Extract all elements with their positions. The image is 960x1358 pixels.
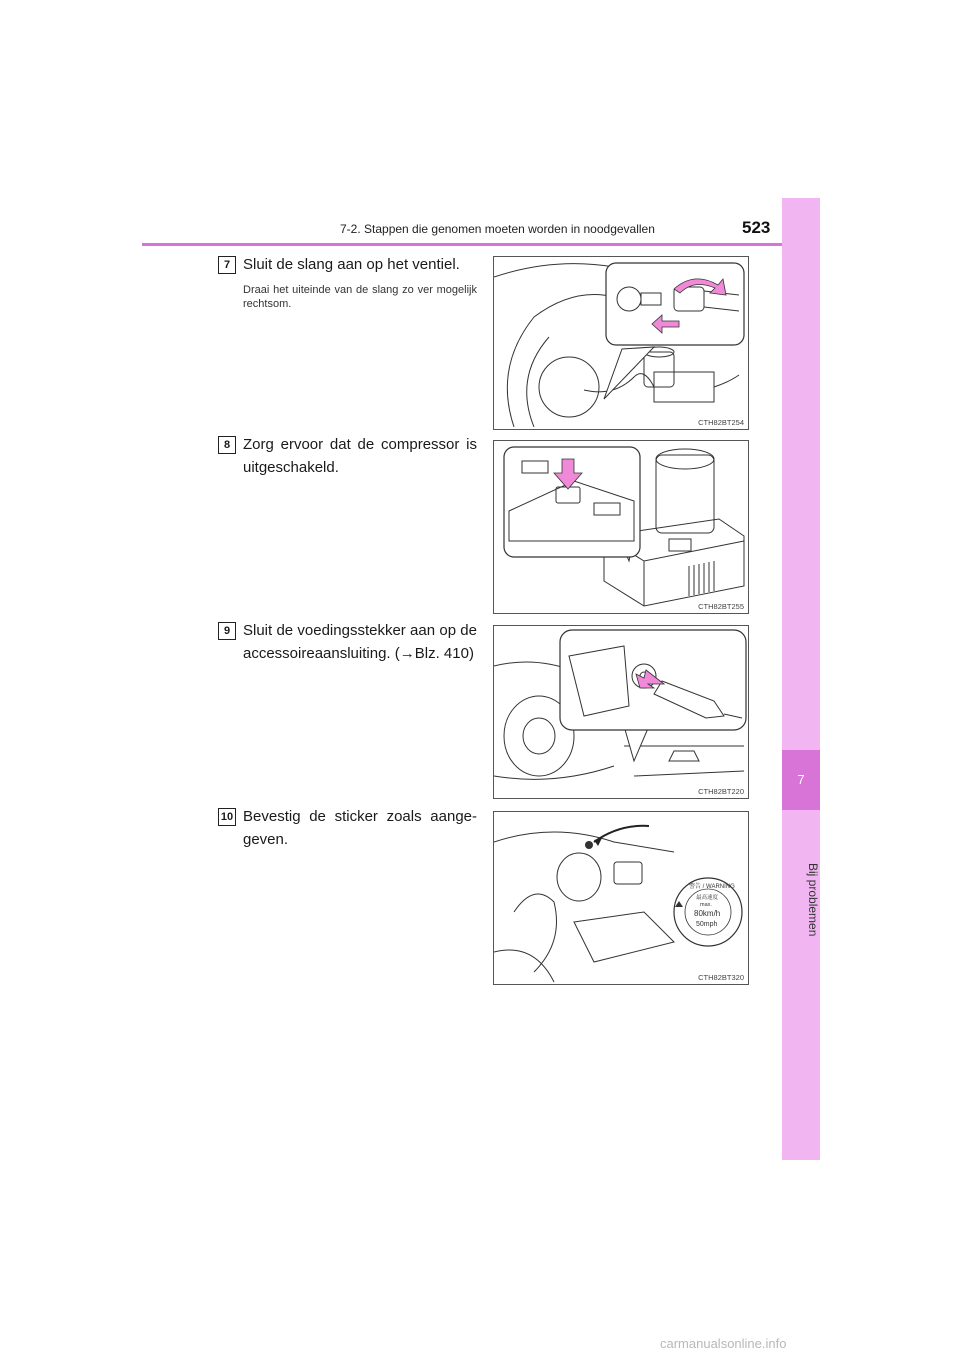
figure-hose-to-valve xyxy=(493,256,749,430)
step-number-8: 8 xyxy=(218,436,236,454)
sticker-kmh: 80km/h xyxy=(694,909,721,918)
step-7-text: Sluit de slang aan op het ventiel. xyxy=(243,256,460,273)
step-7-subtext: Draai het uiteinde van de slang zo ver mogelijk rechtsom. xyxy=(243,284,477,310)
chapter-number: 7 xyxy=(782,750,820,810)
header-rule xyxy=(142,243,819,246)
sticker-placement-illustration xyxy=(494,812,748,984)
step-9-text: Sluit de voedingsstekker aan op de accessoireaansluiting. (→Blz. 410) xyxy=(243,622,477,662)
sticker-max-speed-label: 最高速度 xyxy=(696,895,719,901)
sticker-max: max. xyxy=(700,902,712,908)
sticker-warning-text: 警告 / WARNING xyxy=(689,884,735,890)
step-8-text: Zorg ervoor dat de compressor is uitgeschakeld. xyxy=(243,436,477,476)
figure-sticker-placement xyxy=(493,811,749,985)
figure-code: CTH82BT254 xyxy=(698,418,744,427)
step-number-7: 7 xyxy=(218,256,236,274)
step-10-text: Bevestig de sticker zoals aange-geven. xyxy=(243,808,477,848)
chapter-side-tab xyxy=(782,198,820,1160)
running-header: 7-2. Stappen die genomen moeten worden in noodgevallen xyxy=(340,222,655,236)
power-plug-illustration xyxy=(494,626,748,798)
step-number-9: 9 xyxy=(218,622,236,640)
hose-valve-illustration xyxy=(494,257,748,429)
page-number: 523 xyxy=(742,218,771,237)
sticker-mph: 50mph xyxy=(696,921,718,928)
step-number-10: 10 xyxy=(218,808,236,826)
figure-compressor-switch xyxy=(493,440,749,614)
figure-code: CTH82BT255 xyxy=(698,602,744,611)
compressor-switch-illustration xyxy=(494,441,748,613)
chapter-label: Bij problemen xyxy=(806,863,820,937)
figure-code: CTH82BT220 xyxy=(698,787,744,796)
figure-code: CTH82BT320 xyxy=(698,973,744,982)
figure-power-plug xyxy=(493,625,749,799)
watermark: carmanualsonline.info xyxy=(660,1336,787,1351)
